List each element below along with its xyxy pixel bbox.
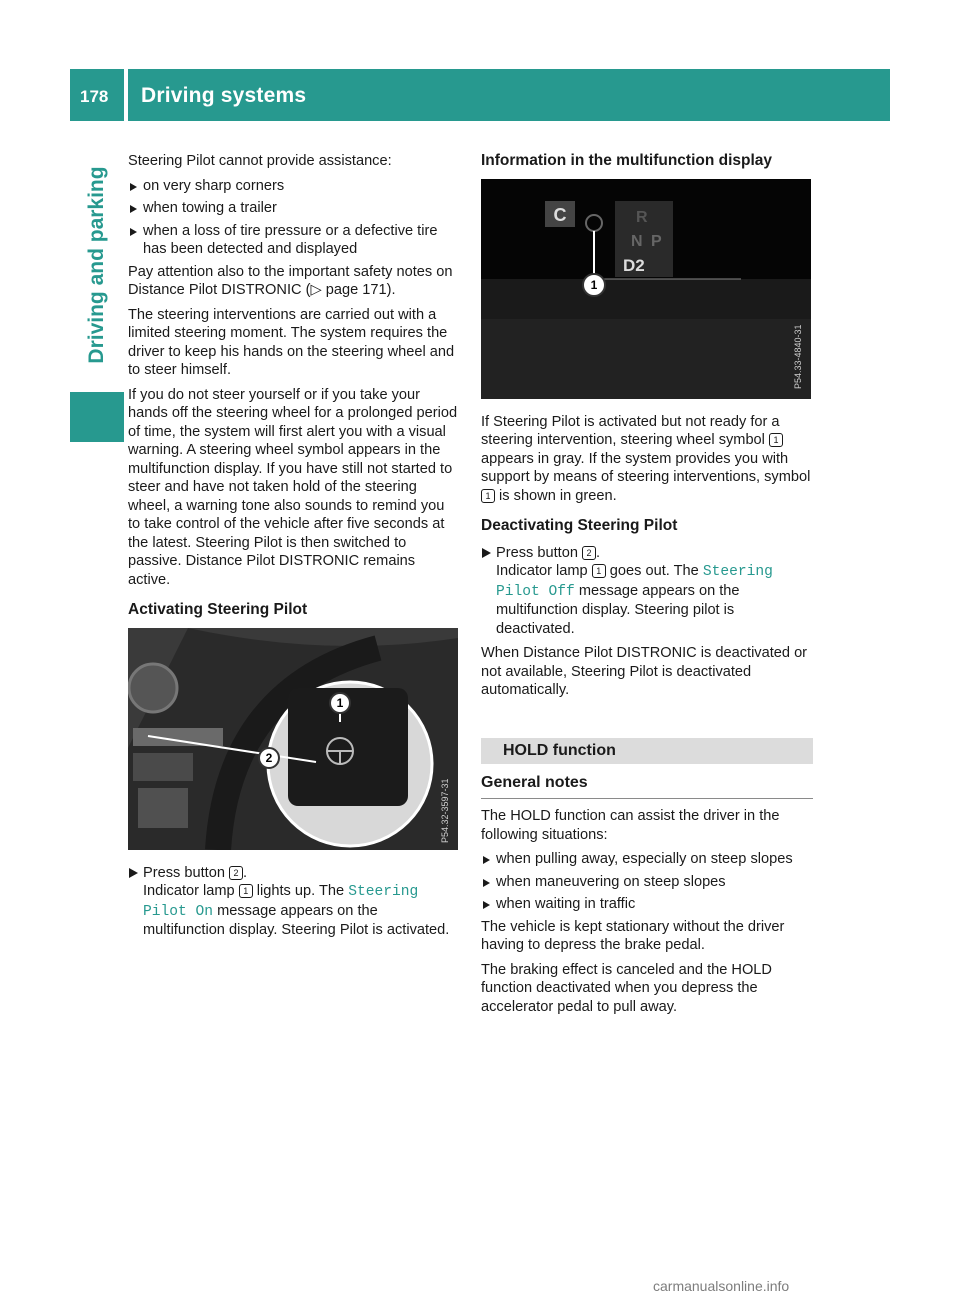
page-number: 178 [80, 87, 109, 106]
message-steering-pilot-on: Steering Pilot On [143, 884, 419, 920]
steering-wheel-figure [128, 628, 458, 850]
general-notes-heading: General notes [481, 774, 813, 800]
header-divider [124, 69, 128, 121]
callout-1: 1 [592, 564, 606, 578]
safety-note-paragraph: Pay attention also to the important safety notes on Distance Pilot DISTRONIC (▷ page 171). [128, 263, 453, 298]
display-illustration [481, 179, 811, 399]
side-tab-label: Driving and parking [85, 166, 108, 364]
display-r: R [636, 208, 648, 226]
step-text: Press button [143, 864, 229, 881]
callout-1: 1 [769, 433, 783, 447]
text: appears in gray. If the system provides you with support by means of steering interventions, symbol [481, 450, 811, 485]
step-text: goes out. The [605, 563, 703, 579]
info-paragraph [481, 413, 813, 506]
hold-intro: The HOLD function can assist the driver in the following situations: [481, 808, 780, 843]
step-text: Indicator lamp [143, 883, 239, 899]
step-text: message appears on the multifunction display. Steering pilot is deactivated. [496, 582, 740, 637]
list-item: on very sharp corners [128, 177, 460, 196]
hold-paragraph-2: The braking effect is canceled and the HOLD function deactivated when you depress the accelerator pedal to pull away. [481, 961, 772, 1015]
section-title: Driving systems [141, 84, 307, 107]
deactivating-heading: Deactivating Steering Pilot [481, 517, 678, 534]
callout-1: 1 [239, 884, 253, 898]
hold-paragraph-1: The vehicle is kept stationary without the driver having to depress the brake pedal. [481, 918, 785, 953]
list-item: when maneuvering on steep slopes [481, 873, 813, 892]
list-item: when towing a trailer [128, 199, 460, 218]
step-text: lights up. The [252, 883, 349, 899]
list-item: when pulling away, especially on steep slopes [481, 850, 813, 869]
step-text: Press button [496, 544, 582, 561]
display-p: P [651, 232, 662, 250]
callout-2: 2 [265, 750, 273, 765]
display-d2: D2 [623, 255, 645, 275]
limitations-list [128, 177, 460, 259]
hold-function-heading: HOLD function [481, 738, 813, 764]
text: If Steering Pilot is activated but not ready for a steering intervention, steering wheel symbol [481, 413, 780, 448]
side-tab-marker [70, 392, 124, 442]
callout-1: 1 [590, 277, 598, 292]
right-column [481, 152, 813, 1022]
steering-moment-paragraph: The steering interventions are carried out with a limited steering moment. The system requires the driver to keep his hands on the steering wheel and to steer himself. [128, 306, 455, 378]
text: is shown in green. [495, 487, 617, 504]
intro-text: Steering Pilot cannot provide assistance: [128, 153, 392, 169]
callout-2: 2 [229, 866, 243, 880]
multifunction-display-figure [481, 179, 811, 399]
info-heading: Information in the multifunction display [481, 152, 773, 169]
display-n: N [631, 232, 643, 250]
display-c: C [553, 204, 567, 225]
callout-2: 2 [582, 546, 596, 560]
left-column [128, 152, 460, 946]
callout-1: 1 [481, 489, 495, 503]
steering-wheel-illustration [128, 628, 458, 850]
figure-code: P54.33-4840-31 [793, 323, 803, 389]
watermark: carmanualsonline.info [653, 1278, 790, 1294]
step-text: message appears on the multifunction display. Steering Pilot is activated. [143, 902, 450, 938]
list-item: when a loss of tire pressure or a defective tire has been detected and displayed [128, 222, 460, 259]
figure-code: P54.32-3597-31 [440, 777, 450, 843]
message-steering-pilot-off: Steering Pilot Off [496, 564, 773, 600]
warning-paragraph: If you do not steer yourself or if you take your hands off the steering wheel for a prolonged period of time, the system will first alert you with a visual warning. A steering wheel symbol appears in the multifunction display. If you have still not started to steer and have not taken hold of the steering wheel, a warning tone also sounds to remind you to take control of the vehicle after five seconds at the latest. Steering Pilot is then switched to passive. Distance Pilot DISTRONIC remains active. [128, 386, 458, 588]
callout-1: 1 [336, 695, 344, 710]
step-deactivate: Press button 2 . Indicator lamp 1 goes out. The Steering Pilot Off message appears on the multifunction display. Steering pilot is deactivated. [481, 544, 813, 639]
distronic-paragraph: When Distance Pilot DISTRONIC is deactivated or not available, Steering Pilot is deactivated automatically. [481, 645, 808, 698]
activating-heading: Activating Steering Pilot [128, 601, 308, 618]
list-item: when waiting in traffic [481, 895, 813, 914]
step-text: Indicator lamp [496, 563, 592, 579]
hold-list [481, 850, 813, 914]
step-activate: Press button 2 . Indicator lamp 1 lights up. The Steering Pilot On message appears on the multifunction display. Steering Pilot is activated. [128, 864, 460, 940]
